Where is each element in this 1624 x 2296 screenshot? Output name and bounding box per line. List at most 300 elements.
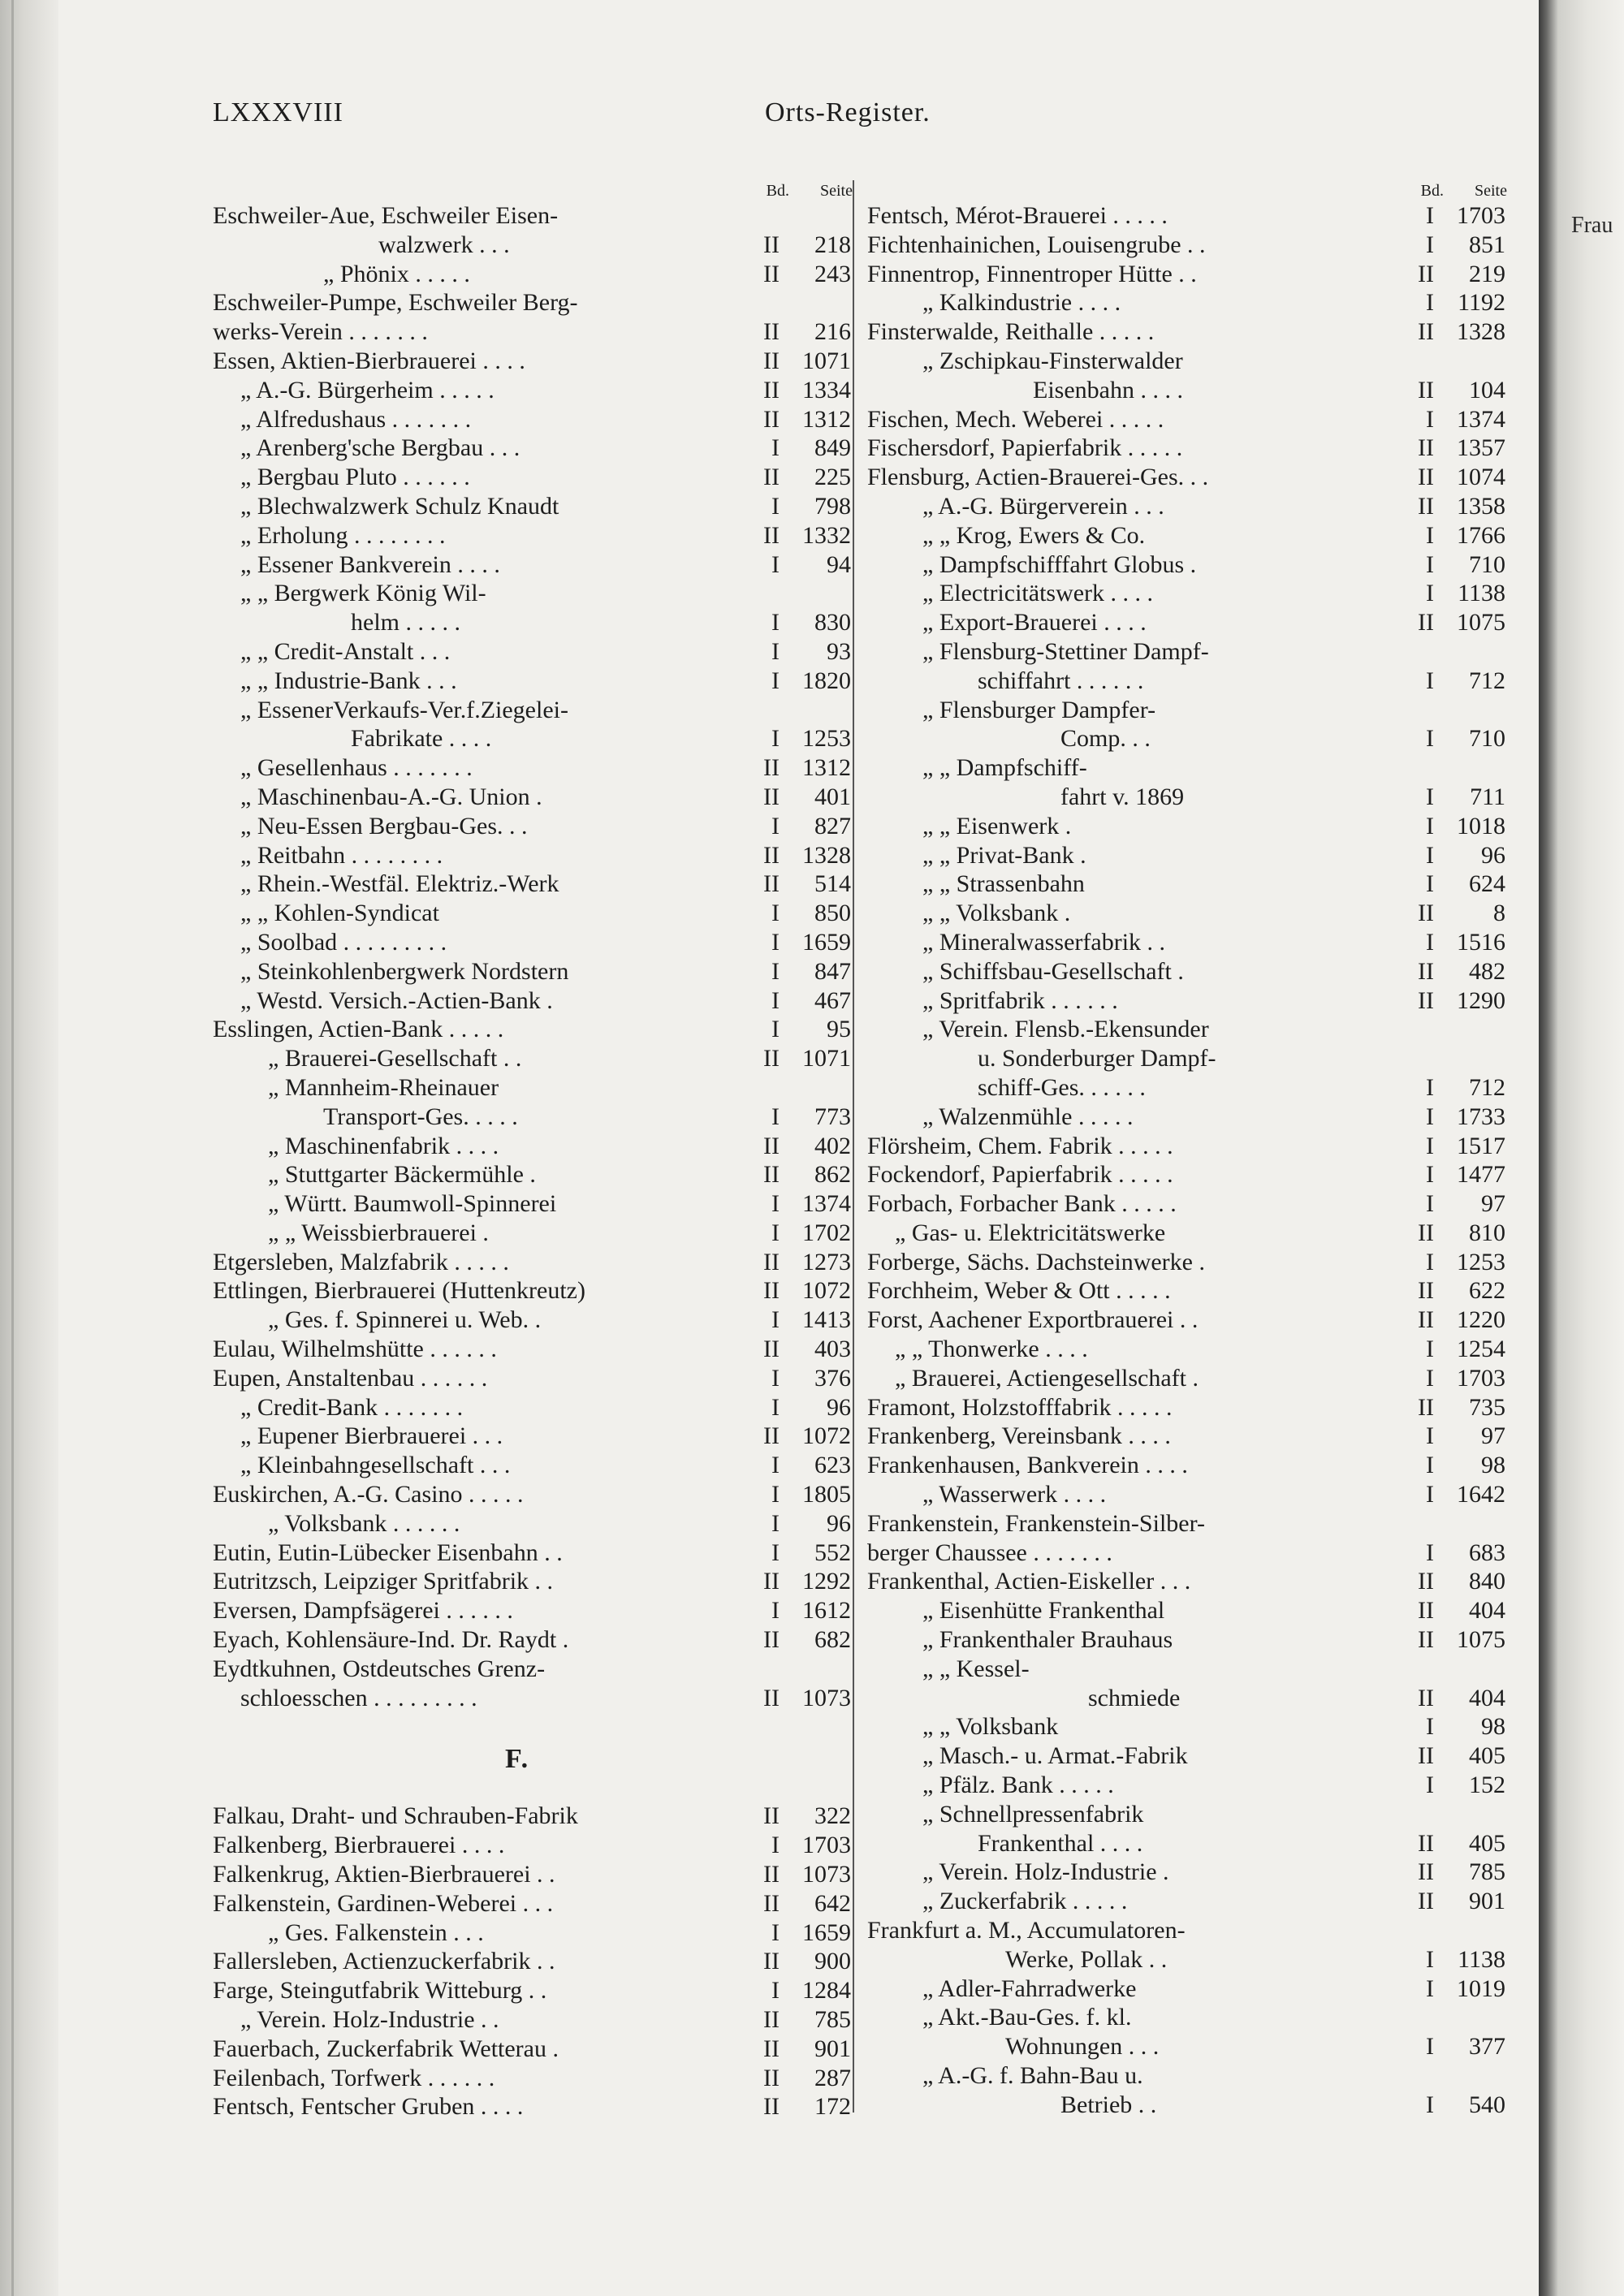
- entry-text: berger Chaussee . . . . . . .: [867, 1539, 1112, 1566]
- entry-page: 710: [1469, 725, 1505, 753]
- entry-text: Forst, Aachener Exportbrauerei . .: [867, 1306, 1199, 1334]
- index-entry: [213, 1596, 854, 1625]
- index-entry: [867, 841, 1509, 870]
- index-entry: [213, 1393, 854, 1422]
- entry-text: Fabrikate . . . .: [351, 725, 492, 753]
- index-entry: [867, 231, 1509, 260]
- entry-page: 243: [814, 260, 851, 287]
- index-entry: [867, 1480, 1509, 1509]
- entry-volume: I: [771, 928, 780, 956]
- entry-text: „ Spritfabrik . . . . . .: [922, 986, 1118, 1014]
- entry-text: „ Export-Brauerei . . . .: [922, 609, 1147, 637]
- column-header-seite: Seite: [1475, 182, 1507, 200]
- entry-text: Eydtkuhnen, Ostdeutsches Grenz-: [213, 1655, 546, 1682]
- entry-page: 622: [1469, 1277, 1505, 1305]
- index-entry: [867, 1276, 1509, 1306]
- entry-text: Eulau, Wilhelmshütte . . . . . .: [213, 1336, 497, 1363]
- entry-volume: I: [1426, 783, 1434, 810]
- index-entry: [213, 1918, 854, 1948]
- entry-text: „ Rhein.-Westfäl. Elektriz.-Werk: [240, 870, 559, 898]
- entry-text: walzwerk . . .: [378, 231, 510, 258]
- index-entry: [213, 986, 854, 1016]
- index-entry: [213, 1160, 854, 1189]
- entry-volume: I: [1426, 667, 1434, 694]
- entry-page: 1642: [1457, 1481, 1505, 1508]
- entry-volume: II: [763, 347, 780, 374]
- entry-page: 710: [1469, 550, 1505, 578]
- entry-volume: II: [763, 1336, 780, 1363]
- entry-page: 97: [1481, 1190, 1505, 1218]
- entry-page: 404: [1469, 1597, 1505, 1625]
- index-entry: [213, 2005, 854, 2035]
- index-entry: [867, 317, 1509, 347]
- entry-text: Eschweiler-Aue, Eschweiler Eisen-: [213, 202, 559, 229]
- entry-volume: I: [1426, 1103, 1434, 1130]
- entry-volume: I: [771, 1190, 780, 1218]
- entry-volume: I: [771, 609, 780, 637]
- index-entry: [213, 1567, 854, 1596]
- entry-text: „ Dampfschifffahrt Globus .: [922, 550, 1197, 578]
- entry-volume: I: [1426, 1073, 1434, 1101]
- entry-page: 94: [827, 550, 851, 578]
- entry-text: Fauerbach, Zuckerfabrik Wetterau .: [213, 2035, 559, 2062]
- entry-page: 682: [814, 1626, 851, 1654]
- entry-page: 773: [814, 1103, 851, 1130]
- entry-page: 514: [814, 870, 851, 898]
- index-entry: [867, 1306, 1509, 1335]
- entry-page: 1659: [802, 928, 851, 956]
- entry-text: Fischen, Mech. Weberei . . . . .: [867, 405, 1164, 433]
- entry-text: fahrt v. 1869: [1060, 783, 1185, 810]
- entry-text: Farge, Steingutfabrik Witteburg . .: [213, 1977, 547, 2005]
- entry-volume: I: [1426, 1190, 1434, 1218]
- entry-text: „ Flensburg-Stettiner Dampf-: [922, 637, 1209, 665]
- index-entry: [867, 957, 1509, 986]
- entry-page: 1071: [802, 1045, 851, 1072]
- entry-volume: I: [1426, 1336, 1434, 1363]
- entry-page: 552: [814, 1539, 851, 1566]
- entry-text: „ Neu-Essen Bergbau-Ges. . .: [240, 812, 528, 839]
- entry-page: 711: [1470, 783, 1505, 810]
- entry-text: „ Gas- u. Elektricitätswerke: [895, 1219, 1166, 1246]
- entry-text: Feilenbach, Torfwerk . . . . . .: [213, 2064, 495, 2091]
- entry-text: schmiede: [1088, 1684, 1181, 1711]
- entry-text: Frankenhausen, Bankverein . . . .: [867, 1452, 1188, 1479]
- entry-page: 322: [814, 1802, 851, 1830]
- entry-text: „ Verein. Holz-Industrie . .: [240, 2006, 499, 2034]
- entry-volume: I: [1426, 289, 1434, 317]
- entry-volume: II: [763, 464, 780, 491]
- index-entry: [867, 347, 1509, 376]
- entry-text: „ Mineralwasserfabrik . .: [922, 928, 1166, 956]
- entry-page: 1273: [802, 1248, 851, 1275]
- entry-volume: II: [1418, 260, 1434, 287]
- entry-text: „ Schiffsbau-Gesellschaft .: [922, 957, 1184, 985]
- index-entry: [213, 521, 854, 550]
- entry-text: „ Akt.-Bau-Ges. f. kl.: [922, 2004, 1132, 2031]
- entry-text: „ Credit-Bank . . . . . . .: [240, 1393, 464, 1421]
- index-entry: [213, 317, 854, 347]
- index-entry: [213, 1802, 854, 1831]
- entry-page: 1374: [802, 1190, 851, 1218]
- entry-text: werks-Verein . . . . . . .: [213, 318, 428, 346]
- index-entry: [213, 667, 854, 696]
- entry-volume: II: [1418, 1597, 1434, 1625]
- entry-volume: II: [763, 376, 780, 404]
- entry-volume: I: [1426, 1132, 1434, 1159]
- entry-volume: II: [1418, 1393, 1434, 1421]
- entry-text: „ Arenberg'sche Bergbau . . .: [240, 434, 520, 462]
- entry-volume: I: [771, 1306, 780, 1334]
- entry-volume: I: [771, 1918, 780, 1946]
- entry-text: Wohnungen . . .: [1005, 2033, 1160, 2061]
- entry-page: 376: [814, 1364, 851, 1392]
- entry-volume: I: [771, 1832, 780, 1859]
- entry-volume: II: [763, 405, 780, 433]
- entry-page: 735: [1469, 1393, 1505, 1421]
- entry-text: „ Flensburger Dampfer-: [922, 696, 1156, 723]
- entry-text: Ettlingen, Bierbrauerei (Huttenkreutz): [213, 1277, 585, 1305]
- index-entry: [867, 1044, 1509, 1073]
- entry-volume: II: [763, 1161, 780, 1189]
- entry-text: „ Kalkindustrie . . . .: [922, 289, 1121, 317]
- entry-page: 95: [827, 1016, 851, 1043]
- entry-page: 377: [1469, 2033, 1505, 2061]
- entry-page: 1328: [1457, 318, 1505, 346]
- entry-volume: II: [763, 2093, 780, 2121]
- entry-volume: II: [1418, 492, 1434, 520]
- entry-volume: I: [771, 667, 780, 694]
- entry-text: „ Essener Bankverein . . . .: [240, 550, 500, 578]
- entry-text: „ Wasserwerk . . . .: [922, 1481, 1107, 1508]
- index-entry: [867, 1684, 1509, 1713]
- section-letter: F.: [505, 1744, 530, 1775]
- entry-volume: I: [1426, 2091, 1434, 2118]
- index-entry: [213, 637, 854, 667]
- entry-text: Falkau, Draht- und Schrauben-Fabrik: [213, 1802, 578, 1830]
- entry-page: 1334: [802, 376, 851, 404]
- entry-text: „ Pfälz. Bank . . . . .: [922, 1772, 1114, 1799]
- index-entry: [867, 1771, 1509, 1800]
- index-entry: [213, 434, 854, 463]
- entry-page: 1075: [1457, 609, 1505, 637]
- entry-page: 401: [814, 783, 851, 810]
- index-entry: [213, 1132, 854, 1161]
- entry-page: 1290: [1457, 986, 1505, 1014]
- entry-page: 827: [814, 812, 851, 839]
- entry-volume: I: [1426, 1539, 1434, 1566]
- index-entry: [867, 1393, 1509, 1422]
- index-entry: [213, 899, 854, 928]
- entry-volume: II: [763, 318, 780, 346]
- entry-text: Eutin, Eutin-Lübecker Eisenbahn . .: [213, 1539, 563, 1566]
- index-entry: [213, 2035, 854, 2064]
- index-entry: [867, 899, 1509, 928]
- index-entry: [213, 928, 854, 957]
- page-spine-shadow: [0, 0, 58, 2296]
- entry-text: Finnentrop, Finnentroper Hütte . .: [867, 260, 1197, 287]
- index-entry: [213, 1684, 854, 1713]
- entry-page: 218: [814, 231, 851, 258]
- entry-page: 785: [1469, 1858, 1505, 1886]
- next-page-peek-text: Frau: [1571, 213, 1613, 238]
- column-header-bd: Bd.: [1420, 182, 1444, 200]
- entry-page: 1284: [802, 1977, 851, 2005]
- entry-volume: I: [771, 1016, 780, 1043]
- index-entry: [213, 579, 854, 608]
- index-entry: [867, 521, 1509, 550]
- index-entry: [213, 1219, 854, 1248]
- index-entry: [213, 1480, 854, 1509]
- index-entry: [867, 434, 1509, 463]
- entry-page: 798: [814, 492, 851, 520]
- entry-volume: II: [763, 1568, 780, 1595]
- entry-page: 404: [1469, 1684, 1505, 1711]
- entry-text: Forberge, Sächs. Dachsteinwerke .: [867, 1248, 1205, 1275]
- entry-text: Eisenbahn . . . .: [1033, 376, 1183, 404]
- index-entry: [867, 2061, 1509, 2091]
- entry-text: „ „ Volksbank: [922, 1713, 1059, 1741]
- index-entry: [213, 870, 854, 899]
- entry-volume: II: [763, 1132, 780, 1159]
- entry-page: 152: [1469, 1772, 1505, 1799]
- entry-page: 1517: [1457, 1132, 1505, 1159]
- index-entry: [213, 288, 854, 317]
- entry-text: helm . . . . .: [351, 609, 460, 637]
- index-entry: [867, 928, 1509, 957]
- index-entry: [867, 1539, 1509, 1568]
- index-entry: [213, 812, 854, 841]
- entry-text: Frankenberg, Vereinsbank . . . .: [867, 1422, 1171, 1450]
- index-entry: [213, 1364, 854, 1393]
- index-entry: [213, 1073, 854, 1103]
- index-entry: [213, 2092, 854, 2121]
- entry-volume: I: [1426, 1481, 1434, 1508]
- entry-text: „ Bergbau Pluto . . . . . .: [240, 464, 470, 491]
- entry-volume: I: [771, 492, 780, 520]
- entry-text: Eschweiler-Pumpe, Eschweiler Berg-: [213, 289, 578, 317]
- entry-text: Fallersleben, Actienzuckerfabrik . .: [213, 1948, 555, 1975]
- index-entry: [867, 783, 1509, 812]
- page-number: LXXXVIII: [213, 97, 343, 127]
- index-entry: [867, 492, 1509, 521]
- left-column: [213, 180, 854, 2121]
- index-entry: [867, 376, 1509, 405]
- entry-page: 785: [814, 2006, 851, 2034]
- entry-text: „ „ Kohlen-Syndicat: [240, 900, 439, 927]
- entry-volume: I: [1426, 231, 1434, 258]
- entry-volume: II: [763, 1861, 780, 1888]
- entry-page: 467: [814, 986, 851, 1014]
- index-entry: [867, 1800, 1509, 1829]
- entry-text: Etgersleben, Malzfabrik . . . . .: [213, 1248, 509, 1275]
- entry-text: Betrieb . .: [1060, 2091, 1157, 2118]
- index-entry: [867, 1219, 1509, 1248]
- entry-text: „ „ Industrie-Bank . . .: [240, 667, 457, 694]
- entry-volume: II: [763, 870, 780, 898]
- entry-text: u. Sonderburger Dampf-: [978, 1045, 1216, 1072]
- entry-page: 1703: [802, 1832, 851, 1859]
- entry-page: 104: [1469, 376, 1505, 404]
- index-entry: [213, 608, 854, 637]
- right-entries: [867, 201, 1509, 2120]
- entry-page: 1019: [1457, 1974, 1505, 2002]
- index-entry: [867, 1712, 1509, 1741]
- index-entry: [867, 696, 1509, 725]
- entry-text: „ Stuttgarter Bäckermühle .: [268, 1161, 536, 1189]
- entry-page: 850: [814, 900, 851, 927]
- entry-text: „ Verein. Holz-Industrie .: [922, 1858, 1169, 1886]
- entry-volume: I: [771, 1103, 780, 1130]
- index-entry: [867, 608, 1509, 637]
- index-entry: [213, 1248, 854, 1277]
- entry-text: „ Schnellpressenfabrik: [922, 1800, 1144, 1828]
- entry-text: Falkenberg, Bierbrauerei . . . .: [213, 1832, 505, 1859]
- entry-page: 1071: [802, 347, 851, 374]
- entry-volume: I: [771, 1977, 780, 2005]
- entry-page: 1312: [802, 754, 851, 782]
- entry-page: 1253: [802, 725, 851, 753]
- entry-page: 1516: [1457, 928, 1505, 956]
- entry-volume: I: [1426, 1974, 1434, 2002]
- entry-text: Falkenstein, Gardinen-Weberei . . .: [213, 1889, 554, 1917]
- entry-text: „ „ Eisenwerk .: [922, 812, 1072, 839]
- entry-page: 1413: [802, 1306, 851, 1334]
- entry-page: 851: [1469, 231, 1505, 258]
- entry-page: 225: [814, 464, 851, 491]
- entry-page: 482: [1469, 957, 1505, 985]
- entry-volume: II: [1418, 1306, 1434, 1334]
- entry-text: „ Ges. f. Spinnerei u. Web. .: [268, 1306, 542, 1334]
- entry-page: 1072: [802, 1422, 851, 1450]
- entry-text: Forchheim, Weber & Ott . . . . .: [867, 1277, 1171, 1305]
- entry-text: „ Steinkohlenbergwerk Nordstern: [240, 957, 569, 985]
- entry-volume: I: [1426, 725, 1434, 753]
- entry-volume: I: [1426, 928, 1434, 956]
- entry-text: Werke, Pollak . .: [1005, 1945, 1168, 1973]
- entry-volume: I: [771, 1452, 780, 1479]
- column-header: [867, 180, 1509, 201]
- entry-volume: I: [1426, 1772, 1434, 1799]
- page-title: Orts-Register.: [765, 97, 931, 127]
- entry-volume: I: [771, 434, 780, 462]
- entry-page: 287: [814, 2064, 851, 2091]
- entry-page: 1192: [1458, 289, 1505, 317]
- entry-page: 1702: [802, 1219, 851, 1246]
- entry-text: „ Masch.- u. Armat.-Fabrik: [922, 1742, 1188, 1770]
- index-entry: [867, 724, 1509, 753]
- entry-volume: II: [763, 521, 780, 549]
- entry-text: Frankenstein, Frankenstein-Silber-: [867, 1509, 1205, 1537]
- entry-text: „ „ Bergwerk König Wil-: [240, 580, 486, 607]
- entry-volume: I: [771, 812, 780, 839]
- entry-volume: I: [1426, 1422, 1434, 1450]
- entry-page: 1075: [1457, 1626, 1505, 1654]
- entry-text: „ „ Krog, Ewers & Co.: [922, 521, 1146, 549]
- entry-text: „ Soolbad . . . . . . . . .: [240, 928, 447, 956]
- index-entry: [213, 405, 854, 434]
- entry-text: „ Volksbank . . . . . .: [268, 1509, 460, 1537]
- entry-text: „ Brauerei-Gesellschaft . .: [268, 1045, 522, 1072]
- entry-volume: II: [1418, 318, 1434, 346]
- entry-text: „ „ Credit-Anstalt . . .: [240, 637, 451, 665]
- index-entry: [213, 1976, 854, 2005]
- entry-volume: I: [1426, 202, 1434, 229]
- entry-volume: I: [1426, 1945, 1434, 1973]
- entry-text: Eversen, Dampfsägerei . . . . . .: [213, 1597, 513, 1625]
- index-entry: [213, 1860, 854, 1889]
- index-entry: [867, 463, 1509, 492]
- entry-volume: I: [1426, 841, 1434, 869]
- entry-page: 862: [814, 1161, 851, 1189]
- entry-page: 1766: [1457, 521, 1505, 549]
- entry-volume: II: [1418, 1829, 1434, 1857]
- entry-text: Eupen, Anstaltenbau . . . . . .: [213, 1364, 488, 1392]
- entry-page: 219: [1469, 260, 1505, 287]
- entry-text: „ Eupener Bierbrauerei . . .: [240, 1422, 503, 1450]
- index-entry: [867, 201, 1509, 231]
- entry-page: 405: [1469, 1742, 1505, 1770]
- entry-page: 840: [1469, 1568, 1505, 1595]
- entry-volume: II: [1418, 986, 1434, 1014]
- index-entry: [213, 1276, 854, 1306]
- entry-page: 1733: [1457, 1103, 1505, 1130]
- entry-volume: I: [771, 1509, 780, 1537]
- entry-page: 901: [814, 2035, 851, 2062]
- entry-page: 1820: [802, 667, 851, 694]
- entry-page: 1659: [802, 1918, 851, 1946]
- entry-text: Fentsch, Fentscher Gruben . . . .: [213, 2093, 524, 2121]
- index-entry: [867, 1916, 1509, 1945]
- entry-text: „ „ Kessel-: [922, 1655, 1030, 1682]
- index-entry: [867, 870, 1509, 899]
- entry-text: „ „ Weissbierbrauerei .: [268, 1219, 489, 1246]
- index-entry: [867, 812, 1509, 841]
- entry-text: „ Blechwalzwerk Schulz Knaudt: [240, 492, 559, 520]
- right-column: [867, 180, 1509, 2120]
- index-entry: [867, 753, 1509, 783]
- entry-text: „ „ Volksbank .: [922, 900, 1071, 927]
- entry-page: 216: [814, 318, 851, 346]
- entry-page: 1138: [1458, 580, 1505, 607]
- entry-page: 1477: [1457, 1161, 1505, 1189]
- column-header-seite: Seite: [820, 182, 853, 200]
- entry-page: 96: [827, 1393, 851, 1421]
- index-entry: [867, 1596, 1509, 1625]
- entry-volume: I: [1426, 1161, 1434, 1189]
- entry-volume: II: [763, 231, 780, 258]
- entry-volume: I: [771, 1364, 780, 1392]
- entry-volume: I: [771, 1539, 780, 1566]
- entry-volume: II: [1418, 434, 1434, 462]
- index-entry: [867, 405, 1509, 434]
- entry-volume: II: [763, 783, 780, 810]
- entry-text: Frankenthal, Actien-Eiskeller . . .: [867, 1568, 1191, 1595]
- entry-text: „ „ Dampfschiff-: [922, 754, 1087, 782]
- index-entry: [213, 957, 854, 986]
- entry-volume: I: [771, 1393, 780, 1421]
- index-entry: [867, 1829, 1509, 1858]
- index-entry: [867, 1625, 1509, 1655]
- entry-text: Finsterwalde, Reithalle . . . . .: [867, 318, 1155, 346]
- index-entry: [213, 376, 854, 405]
- index-entry: [213, 1889, 854, 1918]
- index-entry: [867, 1189, 1509, 1219]
- entry-volume: I: [1426, 812, 1434, 839]
- index-entry: [213, 1947, 854, 1976]
- entry-page: 901: [1469, 1888, 1505, 1915]
- entry-page: 1703: [1457, 1364, 1505, 1392]
